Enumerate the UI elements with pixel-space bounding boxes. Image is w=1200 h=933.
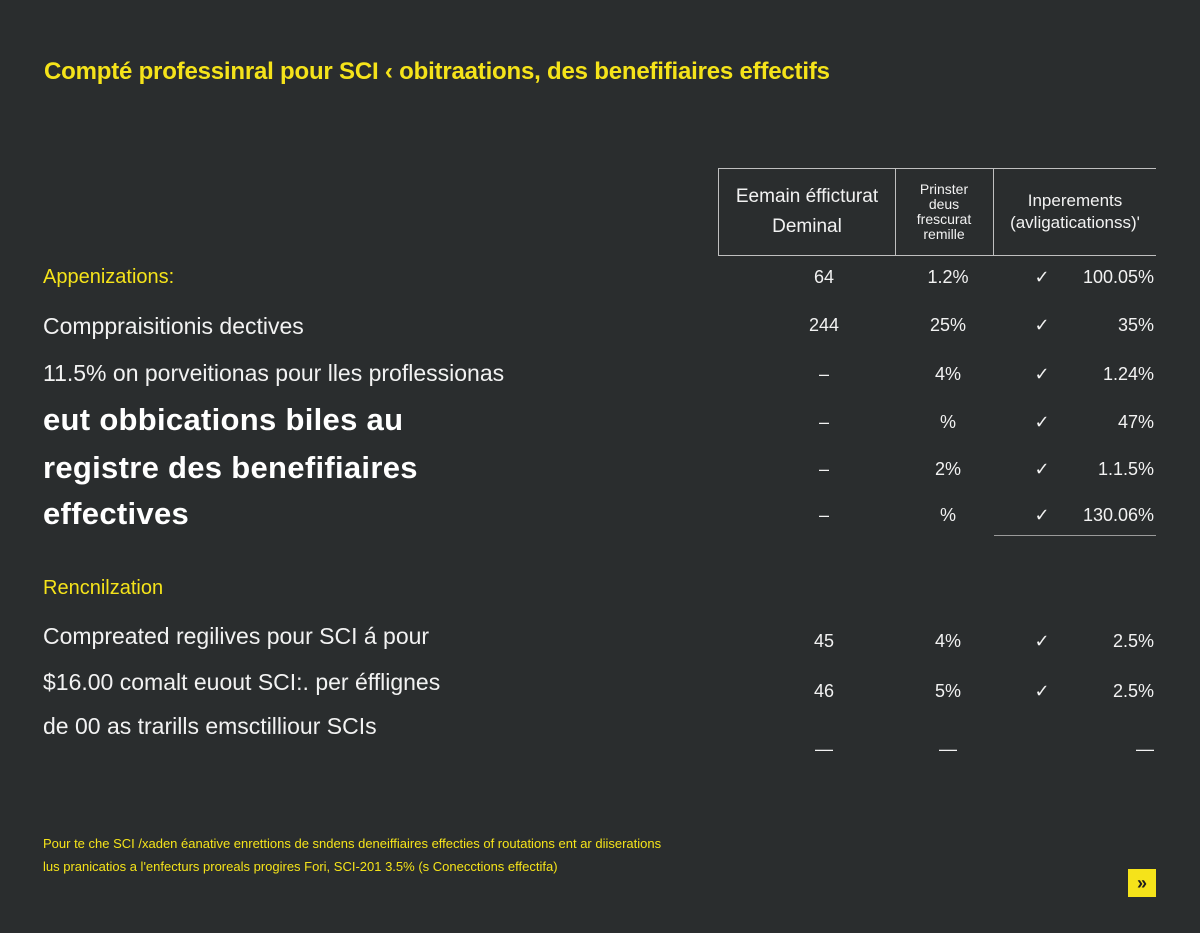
table-cell: 100.05% [1082, 267, 1154, 287]
table-header [718, 168, 1156, 256]
table-cell: 45 [813, 631, 835, 651]
table-cell: % [939, 505, 956, 525]
table-cell: 2% [934, 459, 961, 479]
column-header-1-line: Deminal [772, 216, 842, 237]
row-label: 11.5% on porveitionas pour lles proflessionas [43, 360, 505, 386]
emphasis-heading-line: eut obbications biles au [43, 402, 404, 437]
table-cell: 4% [934, 364, 961, 384]
table-cell: 2.5% [1112, 681, 1154, 701]
emphasis-heading-line: effectives [43, 496, 190, 531]
column-header-3-line: (avligaticationss)' [1010, 213, 1140, 232]
check-icon: ✓ [1034, 631, 1050, 651]
table-cell: % [939, 412, 956, 432]
section-label-rencnilzation: Rencnilzation [43, 577, 164, 599]
table-cell: — [815, 739, 833, 759]
footnote-line: Pour te che SCI /xaden éanative enrettions de sndens deneiffiaires effecties of routations ent ar diiserations [43, 836, 662, 851]
check-icon: ✓ [1034, 412, 1050, 432]
table-cell: 2.5% [1112, 631, 1154, 651]
page-title: Compté professinral pour SCI ‹ obitraations, des benefifiaires effectifs [44, 58, 830, 85]
table-cell: 1.24% [1102, 364, 1154, 384]
check-icon: ✓ [1034, 267, 1050, 287]
emphasis-heading-line: registre des benefifiaires [43, 450, 418, 485]
column-header-2 [895, 169, 994, 255]
check-icon: ✓ [1034, 315, 1050, 335]
check-icon: ✓ [1034, 364, 1050, 384]
row-label: de 00 as trarills emsctilliour SCIs [43, 713, 377, 739]
check-icon: ✓ [1034, 459, 1050, 479]
column-header-2-line: remille [923, 226, 965, 242]
table-cell: 47% [1117, 412, 1154, 432]
row-label: Comppraisitionis dectives [43, 313, 304, 339]
table-cell: — [1136, 739, 1154, 759]
table-cell: — [939, 739, 957, 759]
next-slide-button[interactable]: » [1128, 869, 1156, 897]
column-header-3-line: Inperements [1027, 191, 1123, 210]
divider [994, 535, 1156, 536]
table-cell: 35% [1117, 315, 1154, 335]
column-header-2-line: deus [928, 196, 960, 212]
table-cell: 244 [808, 315, 840, 335]
check-icon: ✓ [1034, 681, 1050, 701]
footnote-line: lus pranicatios a l'enfecturs proreals progires Fori, SCI-201 3.5% (s Conecctions effectifa) [43, 859, 558, 874]
table-cell: – [818, 505, 829, 525]
table-cell: 1.1.5% [1097, 459, 1154, 479]
table-cell: 4% [934, 631, 961, 651]
section-label-appenizations: Appenizations: [43, 266, 175, 288]
row-label: Compreated regilives pour SCI á pour [43, 623, 430, 649]
column-header-2-line: Prinster [919, 181, 969, 197]
check-icon: ✓ [1034, 505, 1050, 525]
column-header-2-line: frescurat [916, 211, 972, 227]
table-cell: – [818, 412, 829, 432]
column-header-3 [994, 169, 1156, 255]
table-cell: 130.06% [1082, 505, 1154, 525]
row-label: $16.00 comalt euout SCI:. per éfflignes [43, 669, 441, 695]
table-cell: 1.2% [927, 267, 969, 287]
table-cell: – [818, 459, 829, 479]
table-cell: 64 [813, 267, 835, 287]
table-cell: 46 [813, 681, 835, 701]
table-cell: – [818, 364, 829, 384]
column-header-1-line: Eemain éfficturat [735, 186, 879, 207]
footnote [43, 832, 661, 878]
column-header-1 [718, 169, 896, 255]
table-cell: 25% [929, 315, 967, 335]
table-cell: 5% [934, 681, 961, 701]
